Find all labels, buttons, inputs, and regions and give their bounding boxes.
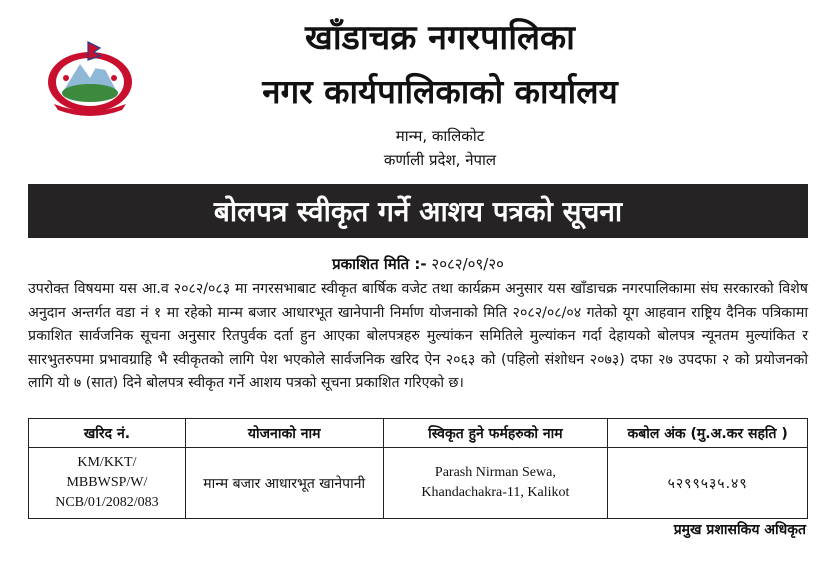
municipality-name: खाँडाचक्र नगरपालिका	[305, 18, 575, 58]
signatory-title: प्रमुख प्रशासकिय अधिकृत	[673, 522, 806, 538]
notice-title: बोलपत्र स्वीकृत गर्ने आशय पत्रको सूचना	[213, 195, 623, 228]
office-name: नगर कार्यपालिकाको कार्यालय	[262, 72, 618, 111]
procurement-number-cell	[29, 448, 186, 519]
nepal-government-emblem-icon	[44, 38, 136, 116]
firm-name-line: Parash Nirman Sewa,	[434, 465, 556, 480]
firm-name-cell	[383, 448, 608, 519]
bid-amount-cell: ५२९९५३५.४९	[608, 448, 808, 519]
publication-date-label: प्रकाशित मिति :-	[332, 255, 427, 273]
address-line-1: मान्म, कालिकोट	[395, 127, 485, 145]
publication-date-value: २०८२/०९/२०	[431, 255, 504, 273]
table-row	[29, 448, 808, 519]
bid-acceptance-table	[28, 418, 808, 519]
notice-body-text: उपरोक्त विषयमा यस आ.व २०८२/०८३ मा नगरसभाबाट स्वीकृत बार्षिक वजेट तथा कार्यक्रम अनुसार यस खाँडाचक्र नगरपालिकामा संघ सरकारको विशेष अनुदान अन्तर्गत वडा नं १ मा रहेको मान्म बजार आधारभूत खानेपानी निर्माण योजनाको मिति २०८२/०८/०४ गतेको यूग आहवान राष्ट्रिय दैनिक पत्रिकामा प्रकाशित सार्वजनिक सूचना अनुसार रितपुर्वक दर्ता हुन आएका बोलपत्रहरु मुल्यांकन समितिले मुल्यांकन गर्दा देहायको बोलपत्र न्यूनतम मुल्यांकित र सारभुतरुपमा प्रभावग्राहि भै स्वीकृतको लागि पेश भएकोले सार्वजनिक खरिद ऐन २०६३ को (पहिलो संशोधन २०७३) दफा २७ उपदफा २ को प्रयोजनको लागि यो ७ (सात) दिने बोलपत्र स्वीकृत गर्ने आशय पत्रको सूचना प्रकाशित गरिएको छ।	[28, 281, 808, 391]
procurement-number-line: MBBWSP/W/	[66, 475, 148, 490]
procurement-number-line: NCB/01/2082/083	[55, 495, 159, 510]
table-header-row	[29, 419, 808, 448]
notice-title-banner	[28, 184, 808, 238]
publication-date-line	[0, 254, 836, 274]
project-name-cell: मान्म बजार आधारभूत खानेपानी	[185, 448, 383, 519]
column-header-bid-amount: कबोल अंक (मु.अ.कर सहति )	[608, 419, 808, 448]
column-header-procurement-no: खरिद नं.	[29, 419, 186, 448]
column-header-project-name: योजनाको नाम	[185, 419, 383, 448]
column-header-firm-name: स्विकृत हुने फर्महरुको नाम	[383, 419, 608, 448]
procurement-number-line: KM/KKT/	[77, 455, 137, 470]
address-line-2: कर्णाली प्रदेश, नेपाल	[383, 151, 497, 169]
firm-address-line: Khandachakra-11, Kalikot	[421, 485, 570, 500]
